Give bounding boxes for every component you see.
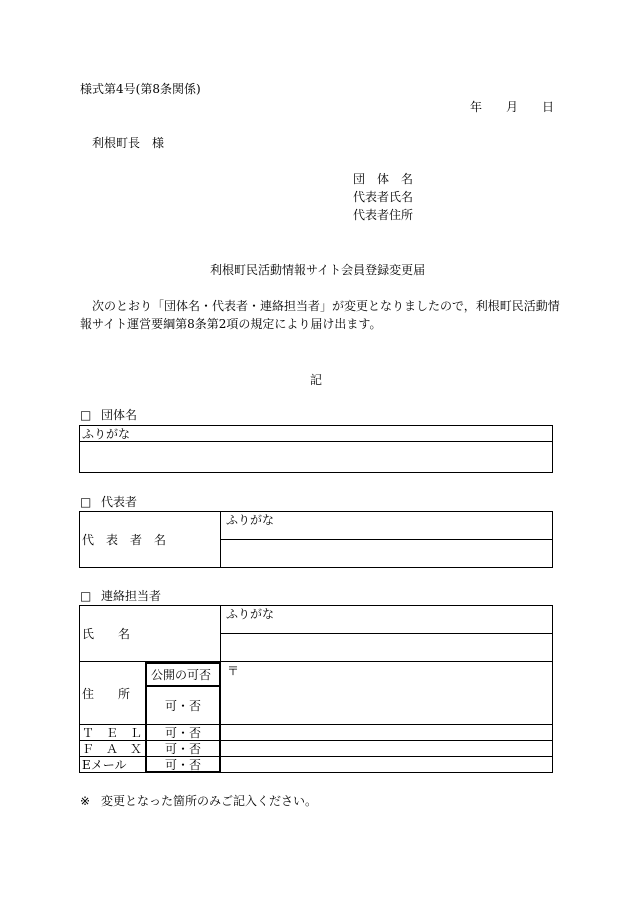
- tel-field[interactable]: [222, 725, 552, 739]
- rep-name-label: 代 表 者 名: [82, 533, 167, 547]
- rep-furigana-label: ふりがな: [226, 513, 275, 527]
- address-disclose-option[interactable]: 可・否: [165, 699, 202, 713]
- body-text-line2: 報サイト運営要綱第8条第2項の規定により届け出ます。: [80, 317, 382, 331]
- contact-name-label: 氏 名: [82, 627, 131, 641]
- postal-mark: 〒: [227, 664, 240, 678]
- contact-address-field[interactable]: [222, 662, 552, 723]
- ki-heading: 記: [310, 373, 323, 387]
- body-text-line1: 次のとおり「団体名・代表者・連絡担当者」が変更となりましたので，利根町民活動情: [92, 299, 560, 313]
- email-disclose-option[interactable]: 可・否: [165, 758, 202, 772]
- fax-field[interactable]: [222, 741, 552, 755]
- tel-disclose-option[interactable]: 可・否: [165, 726, 202, 740]
- applicant-group-name-label: 団 体 名: [353, 172, 414, 186]
- contact-address-label: 住 所: [82, 687, 131, 701]
- contact-furigana-label: ふりがな: [226, 607, 275, 621]
- contact-checkbox[interactable]: □: [80, 589, 92, 603]
- footnote-mark: ※: [80, 794, 91, 808]
- fax-disclose-option[interactable]: 可・否: [165, 742, 202, 756]
- footnote-text: 変更となった箇所のみご記入ください。: [101, 794, 318, 808]
- rep-name-field[interactable]: [221, 540, 552, 567]
- disclosure-header: 公開の可否: [151, 668, 212, 682]
- date-line: 年 月 日: [470, 100, 555, 114]
- contact-name-field[interactable]: [221, 634, 552, 660]
- group-name-field[interactable]: [80, 442, 552, 472]
- rep-heading: 代表者: [101, 495, 138, 509]
- applicant-rep-address-label: 代表者住所: [353, 208, 414, 222]
- applicant-rep-name-label: 代表者氏名: [353, 190, 414, 204]
- email-field[interactable]: [222, 757, 552, 772]
- addressee: 利根町長 様: [92, 136, 165, 150]
- document-title: 利根町民活動情報サイト会員登録変更届: [210, 263, 426, 277]
- contact-heading: 連絡担当者: [101, 589, 162, 603]
- form-number: 様式第4号(第8条関係): [80, 82, 201, 96]
- email-label: Eメール: [82, 758, 127, 772]
- rep-checkbox[interactable]: □: [80, 495, 92, 509]
- group-heading: 団体名: [101, 408, 138, 422]
- group-furigana-label: ふりがな: [82, 427, 131, 441]
- fax-label: Ｆ Ａ Ｘ: [82, 742, 143, 756]
- group-checkbox[interactable]: □: [80, 408, 92, 422]
- disclosure-header-divider: [145, 685, 221, 687]
- tel-label: Ｔ Ｅ Ｌ: [82, 726, 143, 740]
